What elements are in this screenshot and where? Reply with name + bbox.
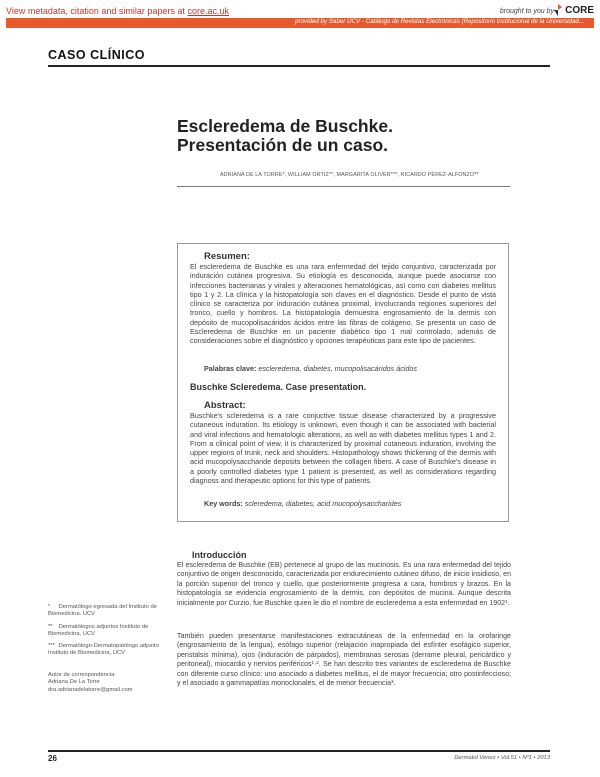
title-divider <box>177 186 510 187</box>
resumen-heading: Resumen: <box>204 251 250 262</box>
provided-by-text[interactable]: provided by Saber UCV - Catálogo de Revistas Electrónicas (Repositorio Institucional de la Universidad... <box>295 18 584 25</box>
footnote-3 <box>48 643 168 658</box>
brought-by-text: brought to you by <box>499 8 554 15</box>
key-words <box>204 499 401 508</box>
core-logo-icon <box>553 4 563 16</box>
section-label: CASO CLÍNICO <box>48 48 145 62</box>
correspondence-email[interactable]: dra.adrianadelatorre@gmail.com <box>48 686 133 693</box>
intro-paragraph-2: También pueden presentarse manifestaciones extracutáneas de la enfermedad en la orofaringe (engrosamiento de la lengua), esófago superior (relajación inapropiada del esfínter esofágico superior, peristalsis mínima), ojos (induración de párpados), membranas serosas (derrame pleural, pericárdico y peritoneal), miocardio y nervios periféricos¹·². Se han descrito tres variantes de escleredema de Buschke con diferente curso clínico: uno asociado a diabetes mellitus, el de mayor frecuencia; otro postinfeccioso; y el asociado a gammapatías monoclonales, el de menor frecuencia³. <box>177 632 511 688</box>
title-line-1: Escleredema de Buschke. <box>177 116 393 136</box>
palabras-clave <box>204 364 417 373</box>
footnote-2 <box>48 624 168 639</box>
correspondence-name: Adriana De La Torre <box>48 679 100 686</box>
footnote-3-mark: *** <box>48 643 55 649</box>
section-divider <box>48 65 550 67</box>
footnote-2-text: Dermatólogos adjuntos Instituto de Biomedicina, UCV <box>48 624 149 638</box>
key-words-label: Key words: <box>204 499 243 508</box>
footnote-2-mark: ** <box>48 624 53 630</box>
core-metadata-link[interactable] <box>6 6 229 16</box>
banner-left-text: View metadata, citation and similar papers at <box>6 6 185 16</box>
provided-by-bar <box>6 18 594 28</box>
correspondence-label: Autor de correspondencia: <box>48 672 116 678</box>
footnote-3-text: Dermatólogo-Dermatopatólogo adjunto Instituto de Biomedicina, UCV <box>48 643 159 657</box>
page-number: 26 <box>48 754 57 763</box>
core-link[interactable]: core.ac.uk <box>187 6 229 16</box>
footer-divider <box>48 750 550 752</box>
intro-paragraph-1: El escleredema de Buschke (EB) pertenece al grupo de las mucinosis. Es una rara enfermedad del tejido conjuntivo de origen desconocido, caracterizada por endurecimiento cutáneo difuso, de inicio insidioso, en la porción superior del tronco y cuello, que posteriormente progresa a cara, hombros y brazos. En la histopatología se evidencia engrosamiento de la dermis, con depósitos de mucina. Aunque descrita inicialmente por Curzio, fue Buschke quien le dio el nombre de escleredema a esta enfermedad en 1902¹. <box>177 561 512 607</box>
correspondence <box>48 672 173 694</box>
abstract-heading: Abstract: <box>204 400 246 411</box>
footnote-1-mark: * <box>48 604 51 610</box>
english-title: Buschke Scleredema. Case presentation. <box>190 382 367 392</box>
article-title <box>177 117 507 155</box>
journal-citation: Dermatol Venez • Vol.51 • Nº1 • 2013 <box>454 755 550 761</box>
palabras-clave-value: escleredema, diabetes, mucopolisacáridos ácidos <box>258 364 417 373</box>
core-banner <box>0 0 600 28</box>
core-label: CORE <box>565 4 594 16</box>
resumen-text: El escleredema de Buschke es una rara enfermedad del tejido conjuntivo, caracterizada por induración cutánea progresiva. Su etiología es desconocida, aunque puede asociarse con infecciones bacterianas y virales y alteraciones hematológicas, así como con diabetes mellitus tipo 1 y 2. La clínica y la histopatología son claves en el diagnóstico. Desde el punto de vista clínico se caracteriza por induración cutánea proximal, involucrando regiones superiores del tronco, cuello y hombros. La histopatología demuestra engrosamiento de la dermis con depósito de mucopolisacáridos ácidos entre las fibras de colágeno. Se presenta un caso de Escleredema de Buschke en un paciente diabético tipo 1 mal controlado, además de consideraciones sobre el diagnóstico y opciones terapéuticas para este tipo de pacientes. <box>190 262 496 346</box>
core-logo[interactable] <box>553 4 594 16</box>
intro-heading: Introducción <box>192 550 247 560</box>
footnote-1 <box>48 604 168 619</box>
title-line-2: Presentación de un caso. <box>177 135 389 155</box>
palabras-clave-label: Palabras clave: <box>204 364 257 373</box>
authors: ADRIANA DE LA TORRE*, WILLIAM ORTIZ**, MARGARITA OLIVER***, RICARDO PÉREZ-ALFONZO** <box>220 172 479 178</box>
key-words-value: scleredema, diabetes, acid mucopolysaccharides <box>244 499 402 508</box>
footnote-1-text: Dermatólogo egresada del Instituto de Biomedicina. UCV <box>48 604 157 618</box>
abstract-text: Buschke's scleredema is a rare conjuctive tissue disease characterized by a progressive cutaneous induration. Its etiology is unknown, even though it can be associated with bacterial and viral infections and hematologic alterations, as well as with diabetes mellitus types 1 and 2. From a clinical point of view, it is characterized by proximal cutaneous induration, involving the upper regions of trunk, neck and shoulders. Histopathology shows thickening of the dermis with acid mucopolysaccharide deposits between the collagen fibers. A case of Buschke's disease in a poorly controlled diabetes type 1 patient is presented, as well as considerations regarding diagnoss and therapeutic options for this type of patients. <box>190 411 496 486</box>
